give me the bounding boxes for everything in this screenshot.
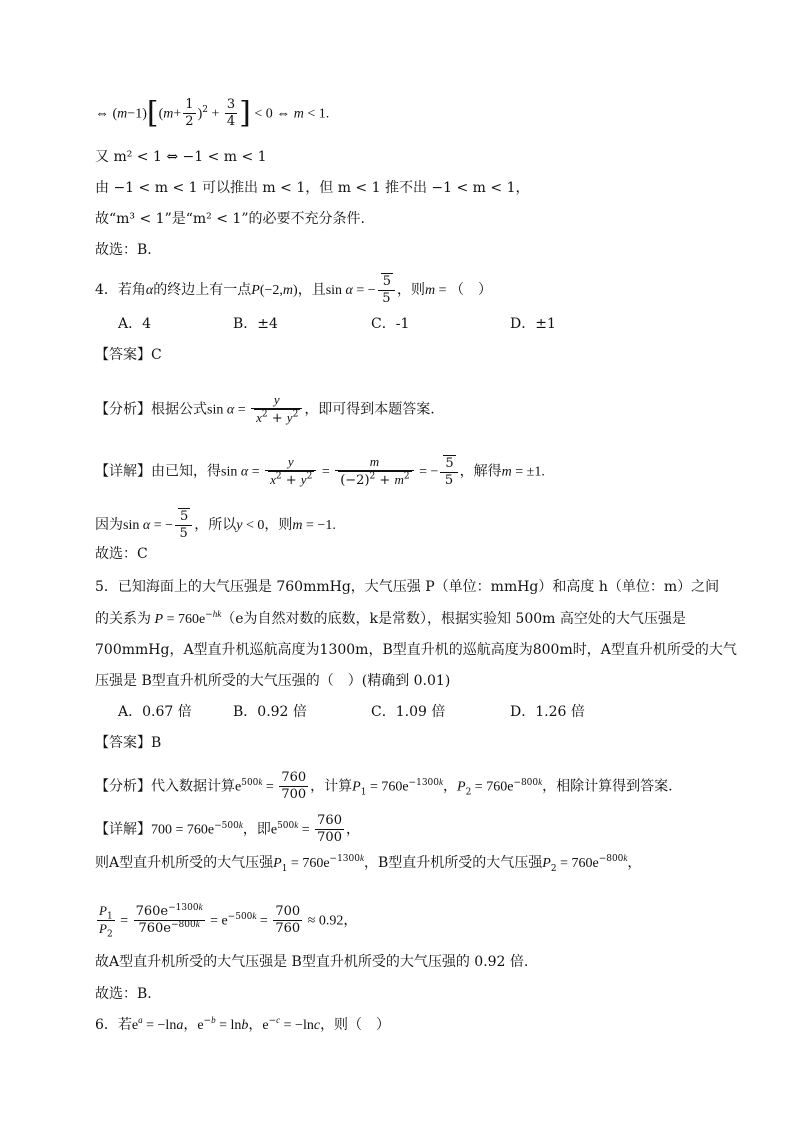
detail-text: ，即 <box>242 821 271 838</box>
question-4-stem: 4．若角α的终边上有一点P(−2,m)，且sin α = − $\frac{5}{5}$ ，则m = （ ） <box>95 274 493 306</box>
q4-stem-part: （ ） <box>450 282 493 298</box>
question-6-stem: 6．若$e^a = -\ln a$，$e^{-b} = \ln b$，$e^{-c} = -\ln c$，则（ ） <box>95 1015 391 1033</box>
detail-text: ，解得 <box>459 463 502 480</box>
q4-stem-part: ，且 <box>297 282 326 298</box>
reason-text: 因为 <box>95 517 123 533</box>
q5-stem-line-1: 5．已知海面上的大气压强是 760mmHg，大气压强 P（单位：mmHg）和高度 h（单位：m）之间 <box>95 579 720 595</box>
q4-option-b: B．±4 <box>233 316 278 332</box>
detail-text: 由已知，得 <box>151 463 221 480</box>
q4-stem-part: ，则 <box>396 282 425 298</box>
reason-text: ，所以 <box>194 517 237 533</box>
q5-stem-part: 的关系为 <box>95 611 151 627</box>
analysis-text: ，计算 <box>310 778 353 795</box>
q4-option-c: C．-1 <box>371 316 410 332</box>
q4-option-a: A．4 <box>118 316 152 332</box>
q4-choose: 故选：C <box>95 546 148 562</box>
q5-pressures: 则A型直升机所受的大气压强$P_1 = 760e^{-1300k}$，B型直升机所受的大气压强$P_2 = 760e^{-800k}$， <box>95 853 642 874</box>
q5-option-c: C．1.09 倍 <box>371 704 446 720</box>
reason-text: ，则 <box>264 517 293 533</box>
q5-ratio: $\frac{P_1}{P_2}$ = $\frac{760e^{-1300k}}{760e^{-800k}}$ = $e^{-500k}$ = $\frac{700}{760}$ ≈ 0.92， <box>99 901 358 940</box>
q5-stem-line-2: 的关系为 $P = 760e^{-hk}(e$为自然对数的底数，k是常数），根据实验知 500m 高空处的大气压强是 <box>95 609 686 627</box>
q5-detail: 【详解】$700 = 760e^{-500k}$，即$e^{500k}$ = $\frac{760}{700}$ ， <box>95 813 360 845</box>
text-line: 由 −1 < m < 1 可以推出 m < 1，但 m < 1 推不出 −1 < m < 1， <box>95 180 530 196</box>
q5-option-d: D．1.26 倍 <box>510 704 585 720</box>
analysis-tag: 【分析】 <box>95 778 151 795</box>
q5-stem-part: （e为自然对数的底数，k是常数），根据实验知 500m 高空处的大气压强是 <box>221 611 686 627</box>
text-line: 故选：B. <box>95 242 152 258</box>
q6-stem-part: ，则（ ） <box>320 1017 391 1033</box>
detail-tag: 【详解】 <box>95 463 151 480</box>
analysis-text: 代入数据计算 <box>151 778 235 795</box>
q5-analysis: 【分析】代入数据计算$e^{500k}$ = $\frac{760}{700}$ ，计算$P_1 = 760e^{-1300k}$，$P_2 = 760e^{-800k}$，相除计算得到答案. <box>95 770 673 802</box>
q5-answer: 【答案】B <box>95 735 162 751</box>
text-line: 故“m³ < 1”是“m² < 1”的必要不充分条件. <box>95 211 365 227</box>
text-line: 又 m² < 1 ⇔ −1 < m < 1 <box>95 149 267 165</box>
q5-choose: 故选：B. <box>95 986 152 1002</box>
detail-text: 则A型直升机所受的大气压强 <box>95 855 274 871</box>
q5-stem-line-4: 压强是 B型直升机所受的大气压强的（ ）(精确到 0.01) <box>95 673 451 689</box>
q6-stem-part: 6．若 <box>95 1017 132 1033</box>
q4-detail: 【详解】由已知，得sin α = $\frac{y}{x^2 + y^2}$ = $\frac{m}{(-2)^2 + m^2}$ = − $\frac{5}{5}$ ，解得m = ±1. <box>95 454 545 488</box>
q4-analysis: 【分析】根据公式sin α = $\frac{y}{x^2 + y^2}$ ，即可得到本题答案. <box>95 392 435 426</box>
q4-option-d: D．±1 <box>510 316 556 332</box>
q4-stem-part: 4．若角 <box>95 282 146 298</box>
analysis-text: ，即可得到本题答案. <box>304 401 435 418</box>
q5-option-b: B．0.92 倍 <box>233 704 307 720</box>
equivalence-line: ⇔ (m−1)[(m+ $\frac{1}{2}$ )$^2$ + $\frac{3}{4}$ ] < 0 ⇔ m < 1. <box>95 95 330 131</box>
q4-reason: 因为sin α = − $\frac{5}{5}$ ，所以y < 0，则m = −1. <box>95 509 336 541</box>
detail-text: ，B型直升机所受的大气压强 <box>363 855 543 871</box>
q5-stem-line-3: 700mmHg，A型直升机巡航高度为1300m，B型直升机的巡航高度为800m时，A型直升机所受的大气 <box>95 642 737 658</box>
analysis-tag: 【分析】 <box>95 401 151 418</box>
q4-answer: 【答案】C <box>95 347 162 363</box>
analysis-text: ， <box>443 778 457 795</box>
detail-tag: 【详解】 <box>95 821 151 838</box>
analysis-text: ，相除计算得到答案. <box>542 778 673 795</box>
analysis-text: 根据公式 <box>151 401 207 418</box>
q5-conclusion: 故A型直升机所受的大气压强是 B型直升机所受的大气压强的 0.92 倍. <box>95 954 529 970</box>
q4-stem-part: 的终边上有一点 <box>153 282 252 298</box>
q5-option-a: A．0.67 倍 <box>118 704 192 720</box>
